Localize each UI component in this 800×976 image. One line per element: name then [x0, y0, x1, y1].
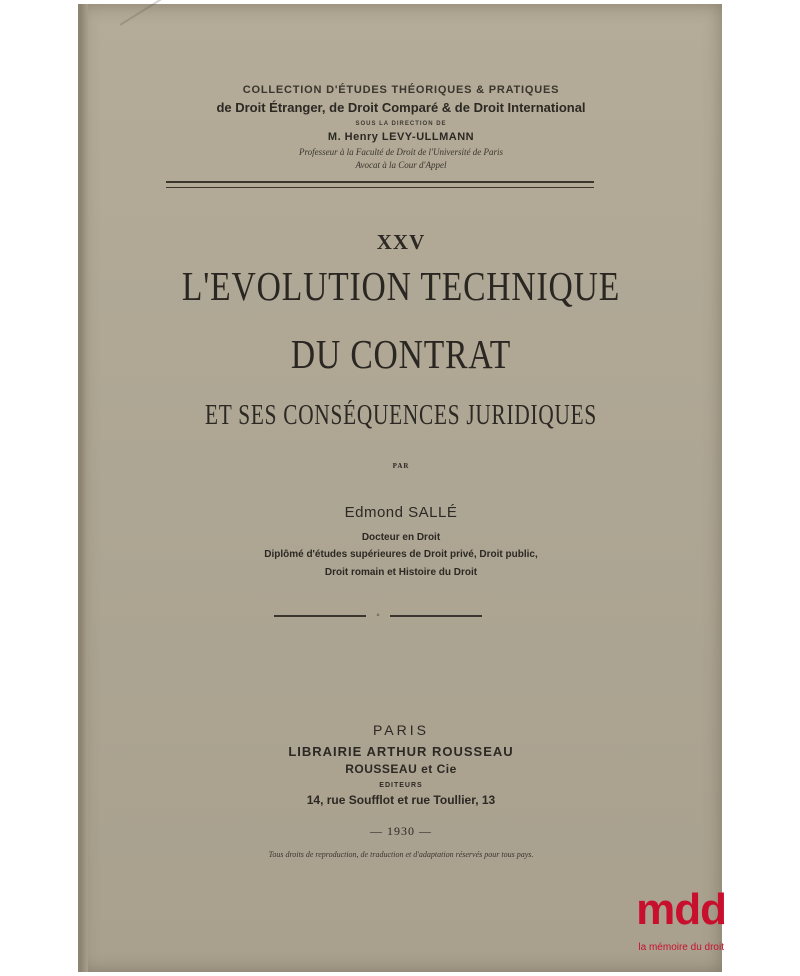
pencil-mark — [119, 0, 222, 26]
publication-city: PARIS — [373, 722, 429, 738]
editors-label: EDITEURS — [379, 782, 423, 789]
mdd-watermark-logo — [600, 886, 726, 966]
header-divider — [166, 181, 594, 188]
under-direction-label: SOUS LA DIRECTION DE — [355, 121, 447, 127]
series-director: M. Henry LEVY-ULLMANN — [327, 131, 475, 143]
publisher-name: LIBRAIRIE ARTHUR ROUSSEAU — [288, 744, 514, 759]
book-subtitle: ET SES CONSÉQUENCES JURIDIQUES — [205, 400, 597, 431]
director-title: Professeur à la Faculté de Droit de l'Université de Paris — [299, 147, 503, 157]
author-credential-3: Droit romain et Histoire du Droit — [324, 567, 478, 578]
mdd-tagline: la mémoire du droit — [638, 942, 724, 953]
ornamental-divider: ◦ — [274, 613, 482, 619]
mdd-logo-text: mdd — [636, 885, 726, 934]
series-subtitle: de Droit Étranger, de Droit Comparé & de Droit International — [216, 100, 586, 115]
publisher-name-2: ROUSSEAU et Cie — [345, 762, 457, 776]
by-label: PAR — [392, 462, 410, 470]
author-name: Edmond SALLÉ — [344, 504, 458, 521]
publication-year: — 1930 — — [370, 824, 432, 838]
publisher-address: 14, rue Soufflot et rue Toullier, 13 — [306, 793, 496, 807]
director-title-2: Avocat à la Cour d'Appel — [355, 160, 447, 170]
book-title-line-1: L'EVOLUTION TECHNIQUE — [181, 263, 621, 309]
volume-number: XXV — [376, 230, 426, 254]
rights-notice: Tous droits de reproduction, de traduction et d'adaptation réservés pour tous pays. — [268, 850, 534, 859]
book-cover — [78, 4, 722, 972]
author-credential-1: Docteur en Droit — [361, 532, 441, 543]
book-title-line-2: DU CONTRAT — [290, 331, 512, 377]
series-title: COLLECTION D'ÉTUDES THÉORIQUES & PRATIQUES — [242, 84, 560, 96]
author-credential-2: Diplômé d'études supérieures de Droit privé, Droit public, — [264, 549, 538, 560]
